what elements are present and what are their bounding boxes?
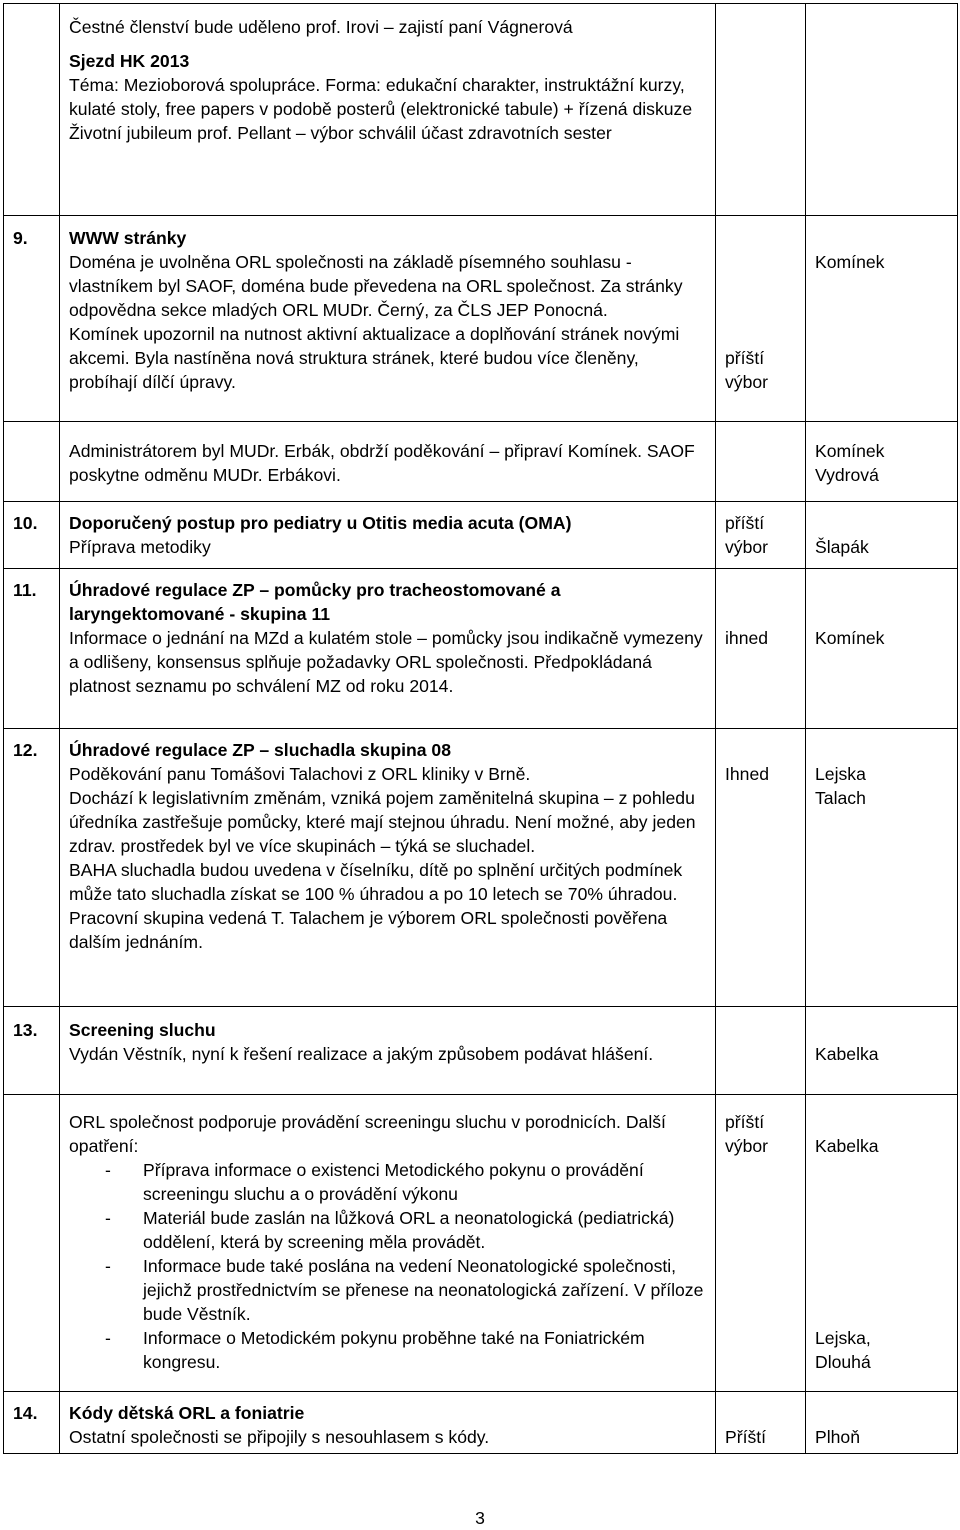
item-number-cell — [4, 4, 60, 216]
responsible-text: Komínek — [815, 441, 885, 461]
bulletin-text: Vydán Věstník, nyní k řešení realizace a jakým způsobem podávat hlášení. — [69, 1044, 654, 1064]
responsible-cell — [806, 4, 958, 216]
item-number-cell — [4, 216, 60, 422]
list-item: - Příprava informace o existenci Metodického pokynu o provádění screeningu sluchu a o provádění výkonu — [69, 1158, 709, 1206]
item-number: 9. — [13, 228, 28, 248]
item-number: 10. — [13, 513, 38, 533]
deadline-cell — [716, 1095, 806, 1392]
table-row — [4, 729, 958, 1007]
deadline-cell — [716, 422, 806, 502]
item-title: Doporučený postup pro pediatry u Otitis media acuta (OMA) — [69, 513, 572, 533]
responsible-text: Komínek — [815, 628, 885, 648]
item-title: Kódy dětská ORL a foniatrie — [69, 1403, 305, 1423]
item-number-cell — [4, 569, 60, 729]
deadline-text: Příští — [725, 1427, 767, 1447]
codes-text: Ostatní společnosti se připojily s nesouhlasem s kódy. — [69, 1427, 490, 1447]
item-title: Screening sluchu — [69, 1020, 216, 1040]
item-title: Úhradové regulace ZP – sluchadla skupina 08 — [69, 740, 452, 760]
deadline-text: Ihned — [725, 764, 770, 784]
item-number: 14. — [13, 1403, 38, 1423]
congress-topic-text: Téma: Mezioborová spolupráce. Forma: edukační charakter, instruktážní kurzy, kulaté stoly, free papers v podobě posterů (elektronické tabule) + řízená diskuze — [69, 75, 693, 119]
table-row — [4, 216, 958, 422]
item-number-cell — [4, 729, 60, 1007]
regulation-info-text: Informace o jednání na MZd a kulatém stole – pomůcky jsou indikačně vymezeny a odlišeny, konsensus splňuje požadavky ORL společnosti. Předpokládaná platnost seznamu po schválení MZ od roku 2014. — [69, 628, 703, 696]
working-group-text: Pracovní skupina vedená T. Talachem je výborem ORL společnosti pověřena dalším jednáním. — [69, 908, 668, 952]
administrator-text: Administrátorem byl MUDr. Erbák, obdrží poděkování – připraví Komínek. SAOF poskytne odměnu MUDr. Erbákovi. — [69, 441, 695, 485]
baha-text: BAHA sluchadla budou uvedena v číselníku, dítě po splnění určitých podmínek může tato sluchadla získat se 100 % úhradou a po 10 letech se 70% úhradou. — [69, 860, 683, 904]
responsible-text: Komínek — [815, 252, 885, 272]
deadline-text: příští výbor — [725, 1112, 769, 1156]
item-description-cell — [60, 1392, 716, 1454]
item-description-cell — [60, 1007, 716, 1095]
responsible-cell — [806, 1095, 958, 1392]
deadline-text: příští výbor — [725, 348, 769, 392]
deadline-text: ihned — [725, 628, 769, 648]
table-row — [4, 4, 958, 216]
legislation-text: Dochází k legislativním změnám, vzniká pojem zaměnitelná skupina – z pohledu úředníka zastřešuje pomůcky, které mají stejnou úhradu. Není možné, aby jeden zdrav. prostředek byl ve více skupinách – týká se sluchadel. — [69, 788, 696, 856]
list-item: - Informace o Metodickém pokynu proběhne také na Foniatrickém kongresu. — [69, 1326, 709, 1374]
item-title: Úhradové regulace ZP – pomůcky pro tracheostomované a laryngektomované - skupina 11 — [69, 580, 561, 624]
table-row — [4, 422, 958, 502]
responsible-cell — [806, 1007, 958, 1095]
responsible-text: Plhoň — [815, 1427, 860, 1447]
responsible-cell — [806, 422, 958, 502]
item-description-cell — [60, 216, 716, 422]
responsible-cell — [806, 502, 958, 569]
responsible-cell — [806, 1392, 958, 1454]
item-number: 12. — [13, 740, 38, 760]
item-number-cell — [4, 1007, 60, 1095]
table-row — [4, 1095, 958, 1392]
honorary-membership-text: Čestné členství bude uděleno prof. Irovi – zajistí paní Vágnerová — [69, 17, 573, 37]
screening-support-text: ORL společnost podporuje provádění screeningu sluchu v porodnicích. Další opatření: — [69, 1112, 666, 1156]
item-number: 13. — [13, 1020, 38, 1040]
spacer — [69, 39, 709, 49]
item-number-cell — [4, 1392, 60, 1454]
minutes-table — [3, 3, 958, 1454]
responsible-text: Vydrová — [815, 465, 879, 485]
deadline-text: příští výbor — [725, 513, 769, 557]
responsible-text: Talach — [815, 788, 866, 808]
jubilee-text: Životní jubileum prof. Pellant – výbor schválil účast zdravotních sester — [69, 123, 612, 143]
item-number-cell — [4, 502, 60, 569]
deadline-cell — [716, 569, 806, 729]
responsible-text: Šlapák — [815, 537, 869, 557]
item-description-cell — [60, 569, 716, 729]
deadline-cell — [716, 729, 806, 1007]
item-description-cell — [60, 4, 716, 216]
responsible-cell — [806, 729, 958, 1007]
list-item: - Informace bude také poslána na vedení Neonatologické společnosti, jejichž prostřednictvím se přenese na neonatologická zařízení. V příloze bude Věstník. — [69, 1254, 709, 1326]
deadline-cell — [716, 502, 806, 569]
item-number: 11. — [13, 580, 37, 600]
table-row — [4, 1007, 958, 1095]
item-description-cell — [60, 729, 716, 1007]
deadline-cell — [716, 1392, 806, 1454]
responsible-text: Lejska, Dlouhá — [815, 1328, 871, 1372]
measures-list — [69, 1158, 709, 1374]
responsible-cell — [806, 569, 958, 729]
table-row — [4, 569, 958, 729]
item-title: WWW stránky — [69, 228, 187, 248]
domain-text: Doména je uvolněna ORL společnosti na základě písemného souhlasu - vlastníkem byl SAOF, doména bude převedena na ORL společnost. Za stránky odpovědna sekce mladých ORL MUDr. Černý, za ČLS JEP Ponocná. — [69, 252, 683, 320]
spacer — [815, 1158, 951, 1326]
responsible-text: Kabelka — [815, 1044, 879, 1064]
congress-title: Sjezd HK 2013 — [69, 51, 190, 71]
responsible-text: Lejska — [815, 764, 866, 784]
list-item: - Materiál bude zaslán na lůžková ORL a neonatologická (pediatrická) oddělení, která by screening měla provádět. — [69, 1206, 709, 1254]
deadline-cell — [716, 4, 806, 216]
thanks-text: Poděkování panu Tomášovi Talachovi z ORL kliniky v Brně. — [69, 764, 531, 784]
item-number-cell — [4, 1095, 60, 1392]
deadline-cell — [716, 216, 806, 422]
website-structure-text: Komínek upozornil na nutnost aktivní aktualizace a doplňování stránek novými akcemi. Byla nastíněna nová struktura stránek, které budou více členěny, probíhají dílčí úpravy. — [69, 324, 680, 392]
table-row — [4, 1392, 958, 1454]
item-number-cell — [4, 422, 60, 502]
item-description-cell — [60, 502, 716, 569]
item-description-cell — [60, 422, 716, 502]
responsible-cell — [806, 216, 958, 422]
item-description-cell — [60, 1095, 716, 1392]
page-number: 3 — [475, 1508, 485, 1528]
table-row — [4, 502, 958, 569]
methodology-text: Příprava metodiky — [69, 537, 211, 557]
deadline-cell — [716, 1007, 806, 1095]
responsible-text: Kabelka — [815, 1136, 879, 1156]
